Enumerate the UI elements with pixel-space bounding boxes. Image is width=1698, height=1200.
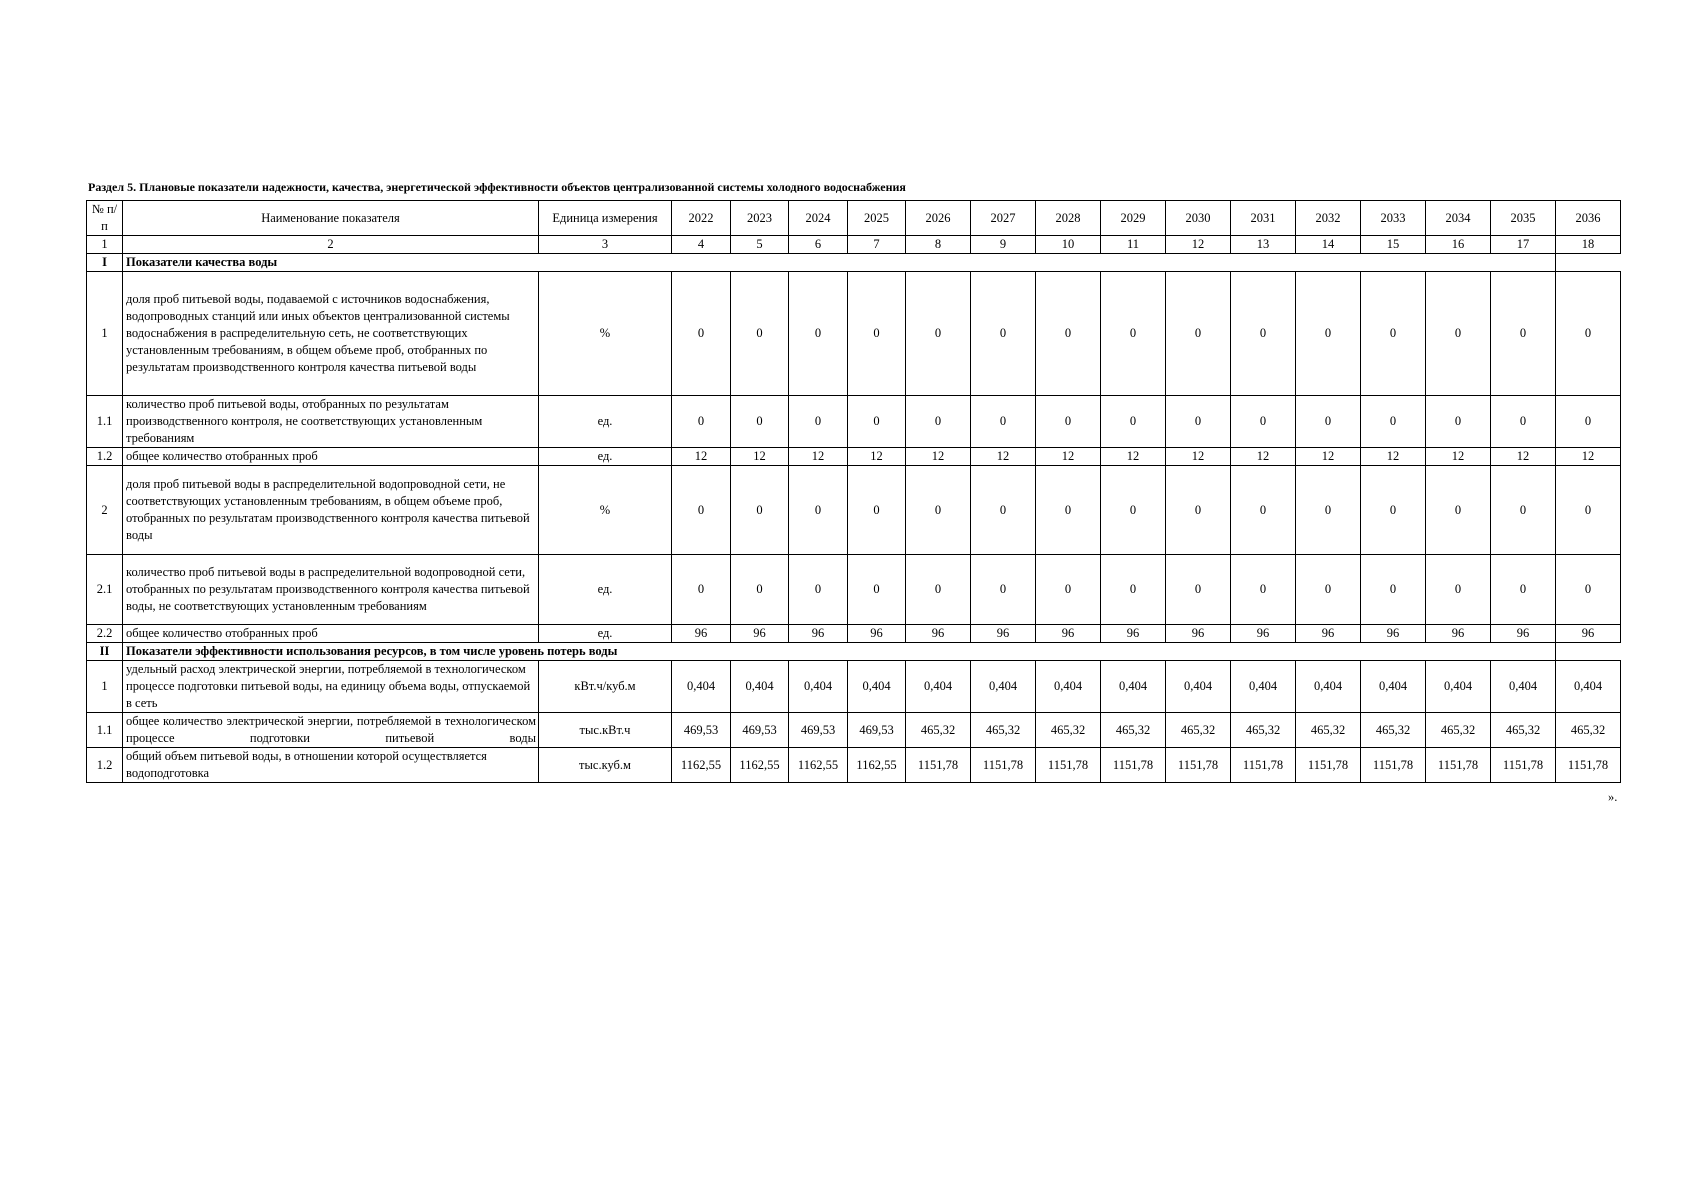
value-cell: 0,404 [731,661,789,713]
header-year: 2034 [1426,201,1491,236]
column-number: 7 [848,236,906,254]
value-cell: 469,53 [848,713,906,748]
value-cell: 12 [1101,448,1166,466]
value-cell: 0 [1101,466,1166,555]
section-header-row [87,254,1621,272]
header-year: 2027 [971,201,1036,236]
value-cell: 96 [789,625,848,643]
value-cell: 0,404 [789,661,848,713]
closing-quote-mark: ». [1608,790,1618,804]
value-cell: 0,404 [1101,661,1166,713]
unit-cell: % [539,272,672,396]
table-row [87,466,1621,555]
value-cell: 96 [1556,625,1621,643]
section-empty-cell [1036,254,1101,272]
row-number: 1 [87,272,123,396]
value-cell: 0 [1101,396,1166,448]
column-number: 8 [906,236,971,254]
row-number: 1.2 [87,748,123,783]
indicator-name: количество проб питьевой воды, отобранных по результатам производственного контроля, не соответствующих установленным требованиям [123,396,539,448]
header-year: 2032 [1296,201,1361,236]
value-cell: 0 [1036,272,1101,396]
value-cell: 0 [848,396,906,448]
section-empty-cell [1426,254,1491,272]
indicator-name: общее количество электрической энергии, потребляемой в технологическом процессе подготовки питьевой воды [123,713,539,748]
value-cell: 0 [1491,466,1556,555]
value-cell: 0 [1426,396,1491,448]
value-cell: 1151,78 [1361,748,1426,783]
indicator-name: общий объем питьевой воды, в отношении которой осуществляется водоподготовка [123,748,539,783]
column-number: 3 [539,236,672,254]
value-cell: 0,404 [1426,661,1491,713]
indicator-name: доля проб питьевой воды, подаваемой с источников водоснабжения, водопроводных станций или иных объектов централизованной системы водоснабжения в распределительную сеть, не соответствующих установленным требованиям, в общем объеме проб, отобранных по результатам производственного контроля качества питьевой воды [123,272,539,396]
value-cell: 96 [1491,625,1556,643]
value-cell: 96 [1166,625,1231,643]
indicators-table [86,200,1621,783]
value-cell: 0 [1036,555,1101,625]
section-empty-cell [1231,254,1296,272]
indicator-name: доля проб питьевой воды в распределительной водопроводной сети, не соответствующих установленным требованиям, в общем объеме проб, отобранных по результатам производственного контроля качества питьевой воды [123,466,539,555]
row-number: 2.1 [87,555,123,625]
value-cell: 469,53 [789,713,848,748]
table-row [87,555,1621,625]
column-numbers-row [87,236,1621,254]
section-empty-cell [971,643,1036,661]
section-empty-cell [1166,254,1231,272]
value-cell: 0 [1101,272,1166,396]
value-cell: 0 [1556,466,1621,555]
value-cell: 0 [848,272,906,396]
section-empty-cell [1426,643,1491,661]
table-row [87,625,1621,643]
row-number: 2.2 [87,625,123,643]
indicator-name: количество проб питьевой воды в распределительной водопроводной сети, отобранных по результатам производственного контроля качества питьевой воды, не соответствующих установленным требованиям [123,555,539,625]
value-cell: 12 [906,448,971,466]
value-cell: 12 [1426,448,1491,466]
value-cell: 0 [789,272,848,396]
section-empty-cell [848,254,906,272]
value-cell: 0 [731,396,789,448]
unit-cell: ед. [539,396,672,448]
value-cell: 0 [1036,396,1101,448]
column-number: 14 [1296,236,1361,254]
header-year: 2025 [848,201,906,236]
header-num: № п/п [87,201,123,236]
value-cell: 0 [1361,466,1426,555]
column-number: 4 [672,236,731,254]
column-number: 9 [971,236,1036,254]
value-cell: 0 [848,555,906,625]
value-cell: 0,404 [1556,661,1621,713]
value-cell: 0 [789,466,848,555]
value-cell: 0,404 [1491,661,1556,713]
value-cell: 465,32 [1426,713,1491,748]
value-cell: 0 [971,272,1036,396]
value-cell: 0,404 [906,661,971,713]
value-cell: 96 [1101,625,1166,643]
section-empty-cell [906,643,971,661]
unit-cell: % [539,466,672,555]
value-cell: 0 [848,466,906,555]
value-cell: 0 [906,272,971,396]
column-number: 18 [1556,236,1621,254]
value-cell: 0 [971,396,1036,448]
value-cell: 12 [789,448,848,466]
section-empty-cell [848,643,906,661]
value-cell: 465,32 [1231,713,1296,748]
value-cell: 0 [1231,272,1296,396]
section-title: Показатели эффективности использования ресурсов, в том числе уровень потерь воды [123,643,848,661]
value-cell: 12 [971,448,1036,466]
table-row [87,448,1621,466]
value-cell: 0 [1296,555,1361,625]
value-cell: 0 [1231,466,1296,555]
value-cell: 0 [1556,396,1621,448]
indicator-name: общее количество отобранных проб [123,625,539,643]
header-row [87,201,1621,236]
header-year: 2029 [1101,201,1166,236]
value-cell: 465,32 [1101,713,1166,748]
value-cell: 0 [1361,555,1426,625]
row-number: 1.1 [87,396,123,448]
value-cell: 1151,78 [1556,748,1621,783]
value-cell: 469,53 [672,713,731,748]
value-cell: 0 [1556,555,1621,625]
table-row [87,748,1621,783]
value-cell: 96 [1231,625,1296,643]
value-cell: 0 [672,396,731,448]
unit-cell: тыс.кВт.ч [539,713,672,748]
value-cell: 96 [848,625,906,643]
value-cell: 465,32 [1166,713,1231,748]
unit-cell: ед. [539,448,672,466]
value-cell: 12 [1166,448,1231,466]
value-cell: 0 [971,555,1036,625]
value-cell: 1162,55 [731,748,789,783]
value-cell: 0,404 [1166,661,1231,713]
section-empty-cell [1101,254,1166,272]
value-cell: 1151,78 [1036,748,1101,783]
value-cell: 0 [1491,272,1556,396]
column-number: 15 [1361,236,1426,254]
value-cell: 0 [731,272,789,396]
header-year: 2035 [1491,201,1556,236]
value-cell: 12 [672,448,731,466]
section-header-row [87,643,1621,661]
value-cell: 0 [1556,272,1621,396]
column-number: 13 [1231,236,1296,254]
value-cell: 0 [1426,466,1491,555]
value-cell: 0 [1166,466,1231,555]
value-cell: 96 [1361,625,1426,643]
value-cell: 0 [1231,396,1296,448]
header-year: 2024 [789,201,848,236]
value-cell: 1151,78 [1101,748,1166,783]
value-cell: 0 [906,555,971,625]
value-cell: 1151,78 [1426,748,1491,783]
section-title: Раздел 5. Плановые показатели надежности, качества, энергетической эффективности объектов централизованной системы холодного водоснабжения [88,180,906,194]
column-number: 10 [1036,236,1101,254]
value-cell: 96 [971,625,1036,643]
section-empty-cell [971,254,1036,272]
value-cell: 0,404 [1036,661,1101,713]
header-year: 2036 [1556,201,1621,236]
section-empty-cell [1491,643,1556,661]
value-cell: 12 [1231,448,1296,466]
header-unit: Единица измерения [539,201,672,236]
value-cell: 0 [789,396,848,448]
unit-cell: ед. [539,625,672,643]
value-cell: 0,404 [971,661,1036,713]
value-cell: 96 [1036,625,1101,643]
section-empty-cell [1361,643,1426,661]
table-row [87,713,1621,748]
value-cell: 1162,55 [672,748,731,783]
row-number: 1.2 [87,448,123,466]
unit-cell: кВт.ч/куб.м [539,661,672,713]
section-empty-cell [1036,643,1101,661]
value-cell: 0 [1361,272,1426,396]
table-row [87,396,1621,448]
value-cell: 465,32 [1491,713,1556,748]
column-number: 1 [87,236,123,254]
value-cell: 96 [1426,625,1491,643]
value-cell: 0 [1361,396,1426,448]
indicator-name: удельный расход электрической энергии, потребляемой в технологическом процессе подготовки питьевой воды, на единицу объема воды, отпускаемой в сеть [123,661,539,713]
value-cell: 0 [789,555,848,625]
value-cell: 96 [906,625,971,643]
value-cell: 0 [971,466,1036,555]
column-number: 11 [1101,236,1166,254]
value-cell: 1151,78 [1296,748,1361,783]
value-cell: 0 [1426,555,1491,625]
section-empty-cell [906,254,971,272]
value-cell: 0 [1296,272,1361,396]
value-cell: 12 [848,448,906,466]
row-number: 1 [87,661,123,713]
column-number: 16 [1426,236,1491,254]
value-cell: 12 [1296,448,1361,466]
table-row [87,661,1621,713]
value-cell: 0 [1036,466,1101,555]
value-cell: 465,32 [971,713,1036,748]
header-year: 2033 [1361,201,1426,236]
value-cell: 0 [1491,555,1556,625]
value-cell: 12 [731,448,789,466]
value-cell: 12 [1361,448,1426,466]
value-cell: 469,53 [731,713,789,748]
section-empty-cell [1296,643,1361,661]
value-cell: 465,32 [906,713,971,748]
value-cell: 0,404 [1361,661,1426,713]
value-cell: 465,32 [1361,713,1426,748]
value-cell: 465,32 [1556,713,1621,748]
value-cell: 0 [1296,396,1361,448]
value-cell: 0 [1166,396,1231,448]
value-cell: 0 [906,396,971,448]
header-year: 2030 [1166,201,1231,236]
value-cell: 0 [1296,466,1361,555]
value-cell: 0 [1426,272,1491,396]
value-cell: 0,404 [672,661,731,713]
column-number: 12 [1166,236,1231,254]
section-empty-cell [1166,643,1231,661]
value-cell: 0 [672,466,731,555]
column-number: 5 [731,236,789,254]
value-cell: 1151,78 [1231,748,1296,783]
section-empty-cell [1491,254,1556,272]
section-number: I [87,254,123,272]
indicator-name: общее количество отобранных проб [123,448,539,466]
table-row [87,272,1621,396]
section-number: II [87,643,123,661]
unit-cell: ед. [539,555,672,625]
value-cell: 0 [1231,555,1296,625]
value-cell: 12 [1556,448,1621,466]
header-year: 2028 [1036,201,1101,236]
value-cell: 0,404 [848,661,906,713]
section-empty-cell [1361,254,1426,272]
value-cell: 0 [731,466,789,555]
value-cell: 1151,78 [1166,748,1231,783]
column-number: 2 [123,236,539,254]
value-cell: 12 [1491,448,1556,466]
unit-cell: тыс.куб.м [539,748,672,783]
value-cell: 96 [1296,625,1361,643]
header-year: 2022 [672,201,731,236]
value-cell: 1151,78 [971,748,1036,783]
value-cell: 1162,55 [789,748,848,783]
value-cell: 0 [672,555,731,625]
value-cell: 1151,78 [1491,748,1556,783]
section-empty-cell [1231,643,1296,661]
section-empty-cell [1296,254,1361,272]
section-title: Показатели качества воды [123,254,848,272]
value-cell: 465,32 [1296,713,1361,748]
value-cell: 1162,55 [848,748,906,783]
value-cell: 96 [731,625,789,643]
value-cell: 0 [906,466,971,555]
value-cell: 0 [1101,555,1166,625]
value-cell: 96 [672,625,731,643]
value-cell: 0 [1166,272,1231,396]
column-number: 6 [789,236,848,254]
value-cell: 0,404 [1231,661,1296,713]
row-number: 2 [87,466,123,555]
value-cell: 0,404 [1296,661,1361,713]
section-empty-cell [1101,643,1166,661]
value-cell: 0 [731,555,789,625]
header-year: 2023 [731,201,789,236]
value-cell: 465,32 [1036,713,1101,748]
header-year: 2026 [906,201,971,236]
row-number: 1.1 [87,713,123,748]
column-number: 17 [1491,236,1556,254]
header-name: Наименование показателя [123,201,539,236]
value-cell: 1151,78 [906,748,971,783]
value-cell: 0 [1166,555,1231,625]
header-year: 2031 [1231,201,1296,236]
value-cell: 0 [672,272,731,396]
value-cell: 12 [1036,448,1101,466]
value-cell: 0 [1491,396,1556,448]
